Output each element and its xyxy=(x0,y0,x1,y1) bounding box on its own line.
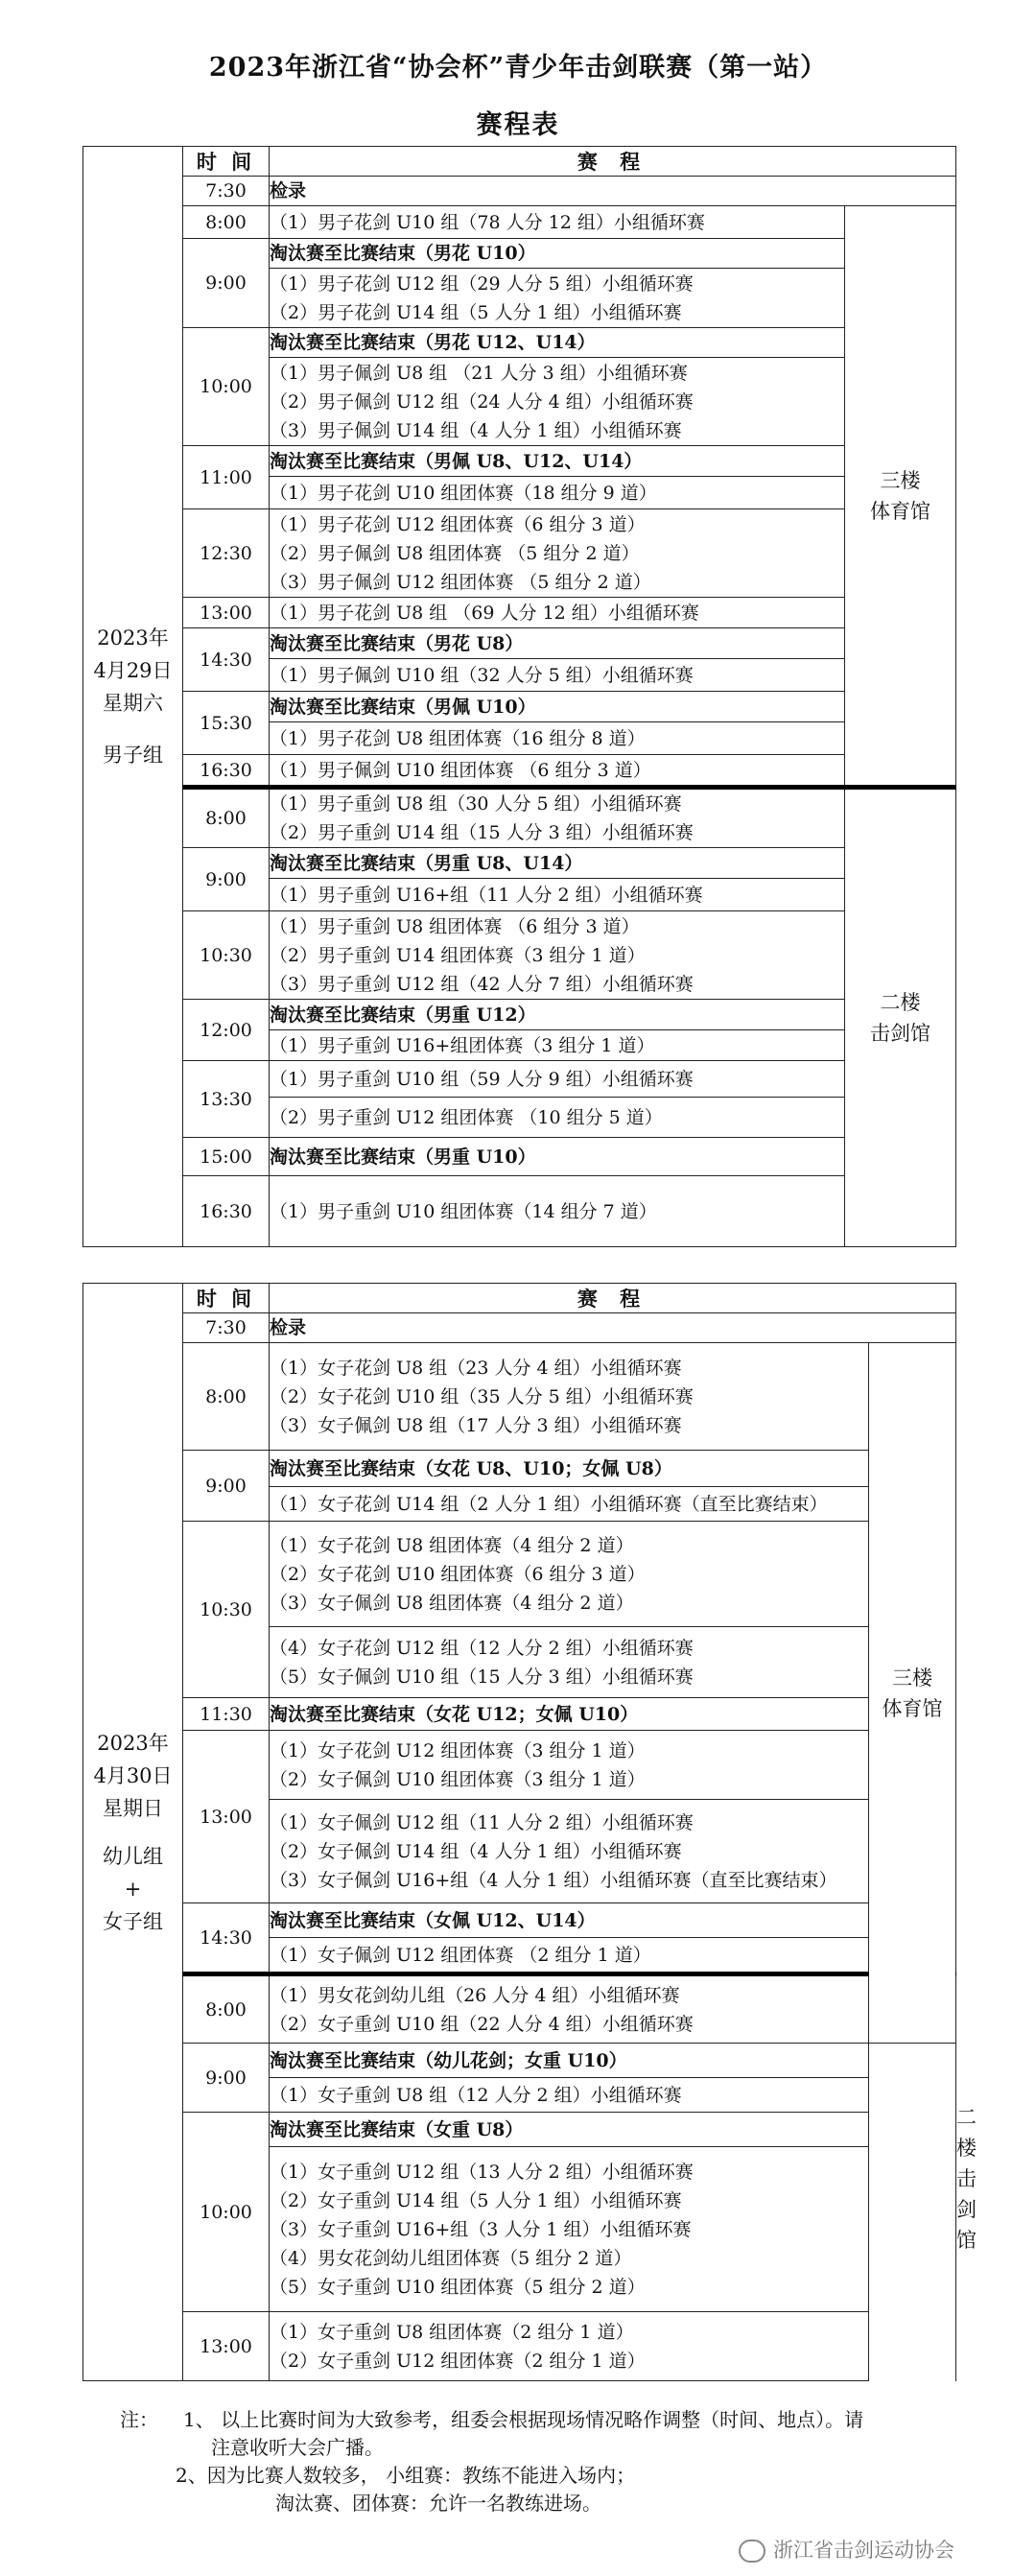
time-cell: 16:30 xyxy=(183,755,270,788)
day2-group-plus: + xyxy=(124,1877,142,1901)
schedule-entry: （1）女子重剑 U12 组（13 人分 2 组）小组循环赛 （2）女子重剑 U14 组（5 人分 1 组）小组循环赛 （3）女子重剑 U16+组（3 人分 1 组）小组循环赛 （4）男女花剑幼儿组团体赛（5 组分 2 道） （5）女子重剑 U10 组团体赛（5 组分 2 道） xyxy=(270,2147,869,2312)
time-cell: 12:00 xyxy=(183,1000,270,1061)
schedule-entry: 检录 xyxy=(270,1313,956,1343)
time-cell: 7:30 xyxy=(183,177,270,206)
schedule-entry: （1）男子花剑 U10 组（78 人分 12 组）小组循环赛 xyxy=(270,206,845,239)
schedule-entry: 淘汰赛至比赛结束（女重 U8） xyxy=(270,2113,869,2147)
notes xyxy=(120,2406,863,2517)
time-cell: 10:30 xyxy=(183,911,270,1000)
day1-weekday: 星期六 xyxy=(103,692,163,715)
schedule-entry: （1）女子花剑 U14 组（2 人分 1 组）小组循环赛（直至比赛结束） xyxy=(270,1487,869,1522)
header-event: 赛 程 xyxy=(270,1284,956,1313)
time-cell: 13:00 xyxy=(183,1731,270,1903)
schedule-entry: （1）男子花剑 U10 组团体赛（18 组分 9 道） xyxy=(270,477,845,509)
time-cell: 15:00 xyxy=(183,1138,270,1176)
schedule-entry: 淘汰赛至比赛结束（幼儿花剑；女重 U10） xyxy=(270,2044,869,2078)
day2-group: 幼儿组 xyxy=(103,1844,163,1868)
time-cell: 11:30 xyxy=(183,1698,270,1731)
day2-month-day: 4月30日 xyxy=(93,1763,173,1787)
schedule-entry: 淘汰赛至比赛结束（男重 U10） xyxy=(270,1138,845,1176)
schedule-entry: 淘汰赛至比赛结束（女花 U12；女佩 U10） xyxy=(270,1698,869,1731)
time-cell: 11:00 xyxy=(183,446,270,509)
schedule-entry: （1）男子重剑 U16+组（11 人分 2 组）小组循环赛 xyxy=(270,879,845,911)
time-cell: 13:30 xyxy=(183,1061,270,1138)
time-cell: 8:00 xyxy=(183,1343,270,1451)
day2-year: 2023年 xyxy=(97,1731,169,1755)
note-line-2b: 淘汰赛、团体赛：允许一名教练进场。 xyxy=(275,2492,601,2515)
schedule-entry: （1）男子重剑 U8 组（30 人分 5 组）小组循环赛 （2）男子重剑 U14 组（15 人分 3 组）小组循环赛 xyxy=(270,788,845,848)
schedule-entry: （1）男女花剑幼儿组（26 人分 4 组）小组循环赛 （2）女子重剑 U10 组（22 人分 4 组）小组循环赛 xyxy=(270,1974,869,2044)
time-cell: 16:30 xyxy=(183,1176,270,1247)
schedule-table-day2: 2023年 4月30日 星期日 幼儿组 + 女子组 时 间 赛 程 7:30 检录 8:00 （1）女子花剑 U8 组（23 人分 4 组）小组循环赛 （2）女子花剑 U10 组（35 人分 5 组）小组循环赛 （3）女子佩剑 U8 组（17 人分 3 组）小组循环赛 三楼 体育馆 9:00 淘汰赛至比赛结束（女花 U8、U10；女佩 U8） （1）女子花剑 U14 组（2 人分 1 组）小组循环赛（直至比赛结束） 10:30 （1）女子花剑 U8 组团体赛（4 组分 2 道） （2）女子花剑 U10 组团体赛（6 组分 3 道） （3）女子佩剑 U8 组团体赛（4 组分 2 道） （4）女子花剑 U12 组（12 人分 2 组）小组循环赛 （5）女子佩剑 U10 组（15 人分 3 组）小组循环赛 11:30 淘汰赛至比赛结束（女花 U12；女佩 U10） 13:00 （1）女子花剑 U12 组团体赛（3 组分 1 道） （2）女子佩剑 U10 组团体赛（3 组分 1 道） （1）女子佩剑 U12 组（11 人分 2 组）小组循环赛 （2）女子佩剑 U14 组（4 人分 1 组）小组循环赛 （3）女子佩剑 U16+组（4 人分 1 组）小组循环赛（直至比赛结束） 14:30 淘汰赛至比赛结束（女佩 U12、U14） （1）女子佩剑 U12 组团体赛 （2 组分 1 道） 8:00 （1）男女花剑幼儿组（26 人分 4 组）小组循环赛 （2）女子重剑 U10 组（22 人分 4 组）小组循环赛 二楼 击剑馆 9:00 淘汰赛至比赛结束（幼儿花剑；女重 U10） （1）女子重剑 U8 组（12 人分 2 组）小组循环赛 10:00 淘汰赛至比赛结束（女重 U8） （1）女子重剑 U12 组（13 人分 2 组）小组循环赛 （2）女子重剑 U14 组（5 人分 1 组）小组循环赛 （3）女子重剑 U16+组（3 人分 1 组）小组循环赛 （4）男女花剑幼儿组团体赛（5 组分 2 道） （5）女子重剑 U10 组团体赛（5 组分 2 道） 13:00 （1）女子重剑 U8 组团体赛（2 组分 1 道） （2）女子重剑 U12 组团体赛（2 组分 1 道） xyxy=(82,1283,956,2381)
day1-group: 男子组 xyxy=(103,744,163,767)
note-line-1b: 注意收听大会广播。 xyxy=(211,2436,384,2459)
schedule-entry: 淘汰赛至比赛结束（女佩 U12、U14） xyxy=(270,1903,869,1938)
schedule-entry: （1）男子重剑 U10 组团体赛（14 组分 7 道） xyxy=(270,1176,845,1247)
page-title: 2023年浙江省“协会杯”青少年击剑联赛（第一站） xyxy=(208,53,828,83)
schedule-entry: （1）男子花剑 U12 组（29 人分 5 组）小组循环赛 （2）男子花剑 U14 组（5 人分 1 组）小组循环赛 xyxy=(270,269,845,328)
schedule-entry: 淘汰赛至比赛结束（女花 U8、U10；女佩 U8） xyxy=(270,1451,869,1487)
schedule-entry: （1）女子重剑 U8 组（12 人分 2 组）小组循环赛 xyxy=(270,2078,869,2113)
header-time: 时 间 xyxy=(183,147,270,177)
time-cell: 14:30 xyxy=(183,1903,270,1974)
time-cell: 8:00 xyxy=(183,206,270,239)
note-line-1: 注： 1、 以上比赛时间为大致参考，组委会根据现场情况略作调整（时间、地点）。请 xyxy=(120,2408,864,2431)
schedule-entry: （1）男子佩剑 U10 组团体赛 （6 组分 3 道） xyxy=(270,755,845,788)
schedule-entry: （1）女子佩剑 U12 组（11 人分 2 组）小组循环赛 （2）女子佩剑 U14 组（4 人分 1 组）小组循环赛 （3）女子佩剑 U16+组（4 人分 1 组）小组循环赛（直至比赛结束） xyxy=(270,1800,869,1903)
time-cell: 8:00 xyxy=(183,788,270,848)
schedule-entry: （1）男子重剑 U16+组团体赛（3 组分 1 道） xyxy=(270,1030,845,1061)
watermark: 浙江省击剑运动协会 xyxy=(739,2535,954,2564)
schedule-entry: （1）女子花剑 U8 组团体赛（4 组分 2 道） （2）女子花剑 U10 组团体赛（6 组分 3 道） （3）女子佩剑 U8 组团体赛（4 组分 2 道） xyxy=(270,1522,869,1627)
page-subtitle: 赛程表 xyxy=(476,110,560,140)
venue-cell: 三楼 体育馆 xyxy=(869,1343,956,2044)
day2-date-cell xyxy=(83,1284,183,2381)
time-cell: 8:00 xyxy=(183,1974,270,2044)
time-cell: 9:00 xyxy=(183,848,270,911)
venue-cell: 三楼 体育馆 xyxy=(845,206,956,788)
schedule-entry: 淘汰赛至比赛结束（男重 U12） xyxy=(270,1000,845,1030)
day1-date-cell xyxy=(83,147,183,1247)
time-cell: 9:00 xyxy=(183,239,270,328)
schedule-entry: （1）女子花剑 U12 组团体赛（3 组分 1 道） （2）女子佩剑 U10 组团体赛（3 组分 1 道） xyxy=(270,1731,869,1800)
venue-cell: 二楼 击剑馆 xyxy=(845,788,956,1247)
time-cell: 10:00 xyxy=(183,2113,270,2312)
schedule-entry: 淘汰赛至比赛结束（男重 U8、U14） xyxy=(270,848,845,879)
schedule-entry: （2）男子重剑 U12 组团体赛 （10 组分 5 道） xyxy=(270,1098,845,1138)
schedule-entry: （1）女子花剑 U8 组（23 人分 4 组）小组循环赛 （2）女子花剑 U10 组（35 人分 5 组）小组循环赛 （3）女子佩剑 U8 组（17 人分 3 组）小组循环赛 xyxy=(270,1343,869,1451)
schedule-entry: （1）女子佩剑 U12 组团体赛 （2 组分 1 道） xyxy=(270,1938,869,1974)
wechat-icon xyxy=(739,2540,765,2563)
schedule-entry: （1）男子佩剑 U10 组（32 人分 5 组）小组循环赛 xyxy=(270,659,845,692)
schedule-entry: （1）男子重剑 U10 组（59 人分 9 组）小组循环赛 xyxy=(270,1061,845,1098)
time-cell: 15:30 xyxy=(183,692,270,755)
schedule-entry: 淘汰赛至比赛结束（男花 U10） xyxy=(270,239,845,269)
time-cell: 14:30 xyxy=(183,628,270,692)
time-cell: 13:00 xyxy=(183,2312,270,2381)
time-cell: 7:30 xyxy=(183,1313,270,1343)
schedule-entry: 检录 xyxy=(270,177,956,206)
time-cell: 12:30 xyxy=(183,509,270,598)
time-cell: 9:00 xyxy=(183,2044,270,2113)
schedule-entry: （1）男子花剑 U12 组团体赛（6 组分 3 道） （2）男子佩剑 U8 组团体赛 （5 组分 2 道） （3）男子佩剑 U12 组团体赛 （5 组分 2 道） xyxy=(270,509,845,598)
schedule-entry: 淘汰赛至比赛结束（男花 U8） xyxy=(270,628,845,659)
time-cell: 10:30 xyxy=(183,1522,270,1698)
time-cell: 9:00 xyxy=(183,1451,270,1522)
schedule-entry: （4）女子花剑 U12 组（12 人分 2 组）小组循环赛 （5）女子佩剑 U10 组（15 人分 3 组）小组循环赛 xyxy=(270,1627,869,1698)
note-line-2: 2、因为比赛人数较多， 小组赛：教练不能进入场内； xyxy=(176,2464,636,2487)
schedule-entry: （1）男子花剑 U8 组团体赛（16 组分 8 道） xyxy=(270,722,845,755)
day1-month-day: 4月29日 xyxy=(93,659,173,682)
time-cell: 10:00 xyxy=(183,328,270,446)
day1-year: 2023年 xyxy=(97,626,169,650)
schedule-entry: （1）男子重剑 U8 组团体赛 （6 组分 3 道） （2）男子重剑 U14 组团体赛（3 组分 1 道） （3）男子重剑 U12 组（42 人分 7 组）小组循环赛 xyxy=(270,911,845,1000)
header-event: 赛 程 xyxy=(270,147,956,177)
schedule-entry: （1）男子佩剑 U8 组 （21 人分 3 组）小组循环赛 （2）男子佩剑 U12 组（24 人分 4 组）小组循环赛 （3）男子佩剑 U14 组（4 人分 1 组）小组循环赛 xyxy=(270,358,845,446)
day2-weekday: 星期日 xyxy=(103,1796,163,1820)
day2-group-women: 女子组 xyxy=(103,1909,163,1933)
schedule-entry: 淘汰赛至比赛结束（男佩 U8、U12、U14） xyxy=(270,446,845,477)
header-time: 时 间 xyxy=(183,1284,270,1313)
schedule-entry: （1）男子花剑 U8 组 （69 人分 12 组）小组循环赛 xyxy=(270,598,845,628)
schedule-entry: 淘汰赛至比赛结束（男花 U12、U14） xyxy=(270,328,845,358)
schedule-table-day1 xyxy=(82,146,956,1247)
schedule-entry: （1）女子重剑 U8 组团体赛（2 组分 1 道） （2）女子重剑 U12 组团体赛（2 组分 1 道） xyxy=(270,2312,869,2381)
schedule-entry: 淘汰赛至比赛结束（男佩 U10） xyxy=(270,692,845,722)
time-cell: 13:00 xyxy=(183,598,270,628)
